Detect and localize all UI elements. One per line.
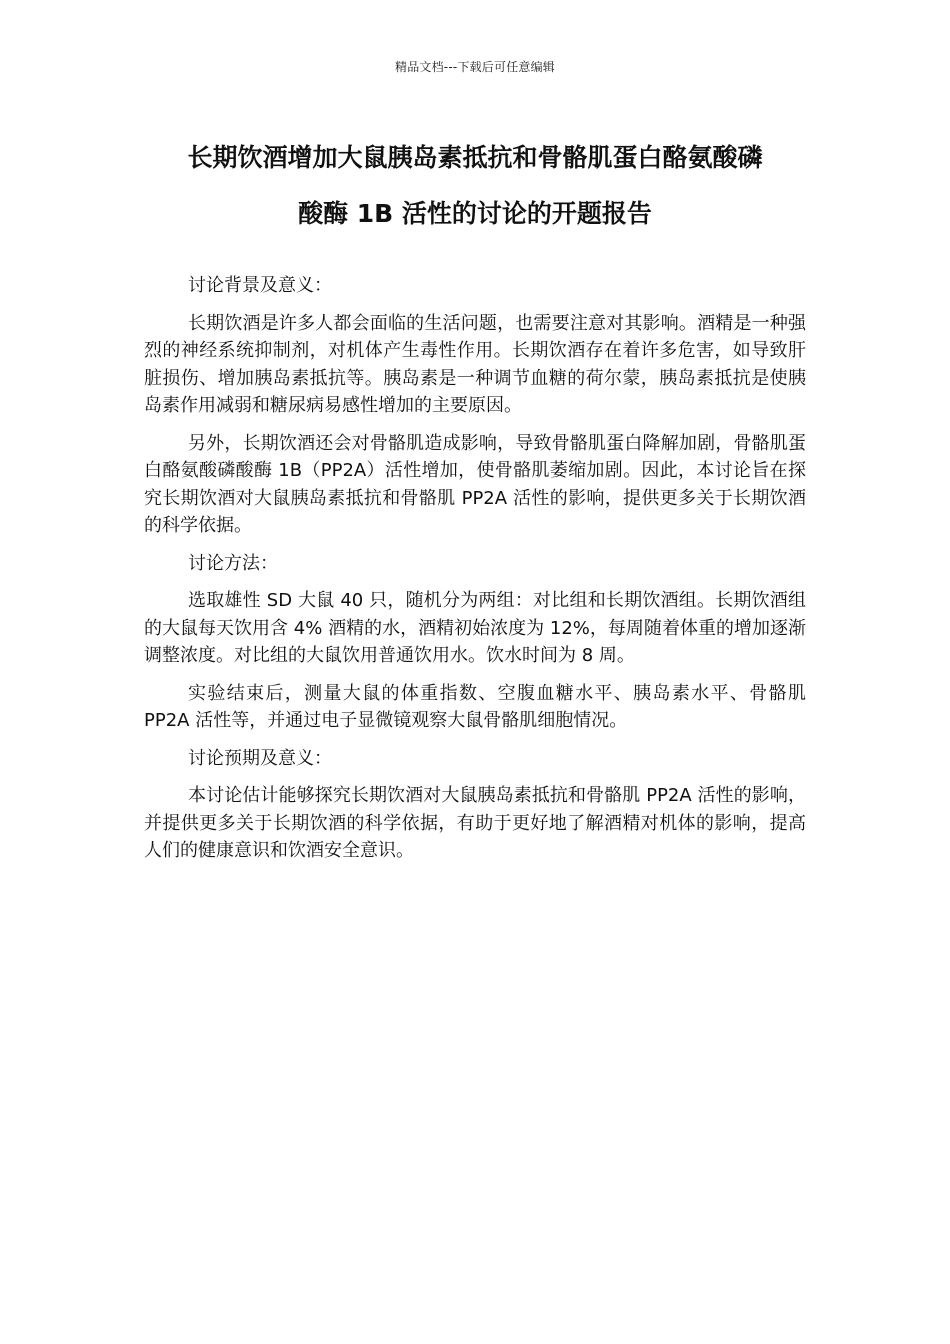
section-heading-background: 讨论背景及意义：	[188, 275, 332, 296]
paragraph-background-1: 长期饮酒是许多人都会面临的生活问题，也需要注意对其影响。酒精是一种强烈的神经系统抑制剂，对机体产生毒性作用。长期饮酒存在着许多危害，如导致肝脏损伤、增加胰岛素抵抗等。胰岛素是一种调节血糖的荷尔蒙，胰岛素抵抗是使胰岛素作用减弱和糖尿病易感性增加的主要原因。	[144, 312, 806, 416]
document-body	[144, 272, 806, 875]
section-heading-methods: 讨论方法：	[188, 552, 278, 574]
title-line-2: 酸酶 1B 活性的讨论的开题报告	[298, 199, 652, 228]
paragraph-background-2: 另外，长期饮酒还会对骨骼肌造成影响，导致骨骼肌蛋白降解加剧，骨骼肌蛋白酪氨酸磷酸酶 1B（PP2A）活性增加，使骨骼肌萎缩加剧。因此，本讨论旨在探究长期饮酒对大鼠胰岛素抵抗和骨骼肌 PP2A 活性的影响，提供更多关于长期饮酒的科学依据。	[144, 432, 806, 536]
paragraph-methods-1: 选取雄性 SD 大鼠 40 只，随机分为两组：对比组和长期饮酒组。长期饮酒组的大鼠每天饮用含 4% 酒精的水，酒精初始浓度为 12%，每周随着体重的增加逐渐调整浓度。对比组的大鼠饮用普通饮用水。饮水时间为 8 周。	[144, 590, 806, 666]
page-header-note: 精品文档---下载后可任意编辑	[395, 60, 555, 74]
document-title	[140, 130, 810, 242]
paragraph-methods-2: 实验结束后，测量大鼠的体重指数、空腹血糖水平、胰岛素水平、骨骼肌 PP2A 活性等，并通过电子显微镜观察大鼠骨骼肌细胞情况。	[144, 682, 806, 731]
section-heading-expectations: 讨论预期及意义：	[188, 747, 332, 769]
title-line-1: 长期饮酒增加大鼠胰岛素抵抗和骨骼肌蛋白酪氨酸磷	[187, 143, 763, 172]
paragraph-expectations-1: 本讨论估计能够探究长期饮酒对大鼠胰岛素抵抗和骨骼肌 PP2A 活性的影响，并提供更多关于长期饮酒的科学依据，有助于更好地了解酒精对机体的影响，提高人们的健康意识和饮酒安全意识。	[144, 785, 806, 861]
